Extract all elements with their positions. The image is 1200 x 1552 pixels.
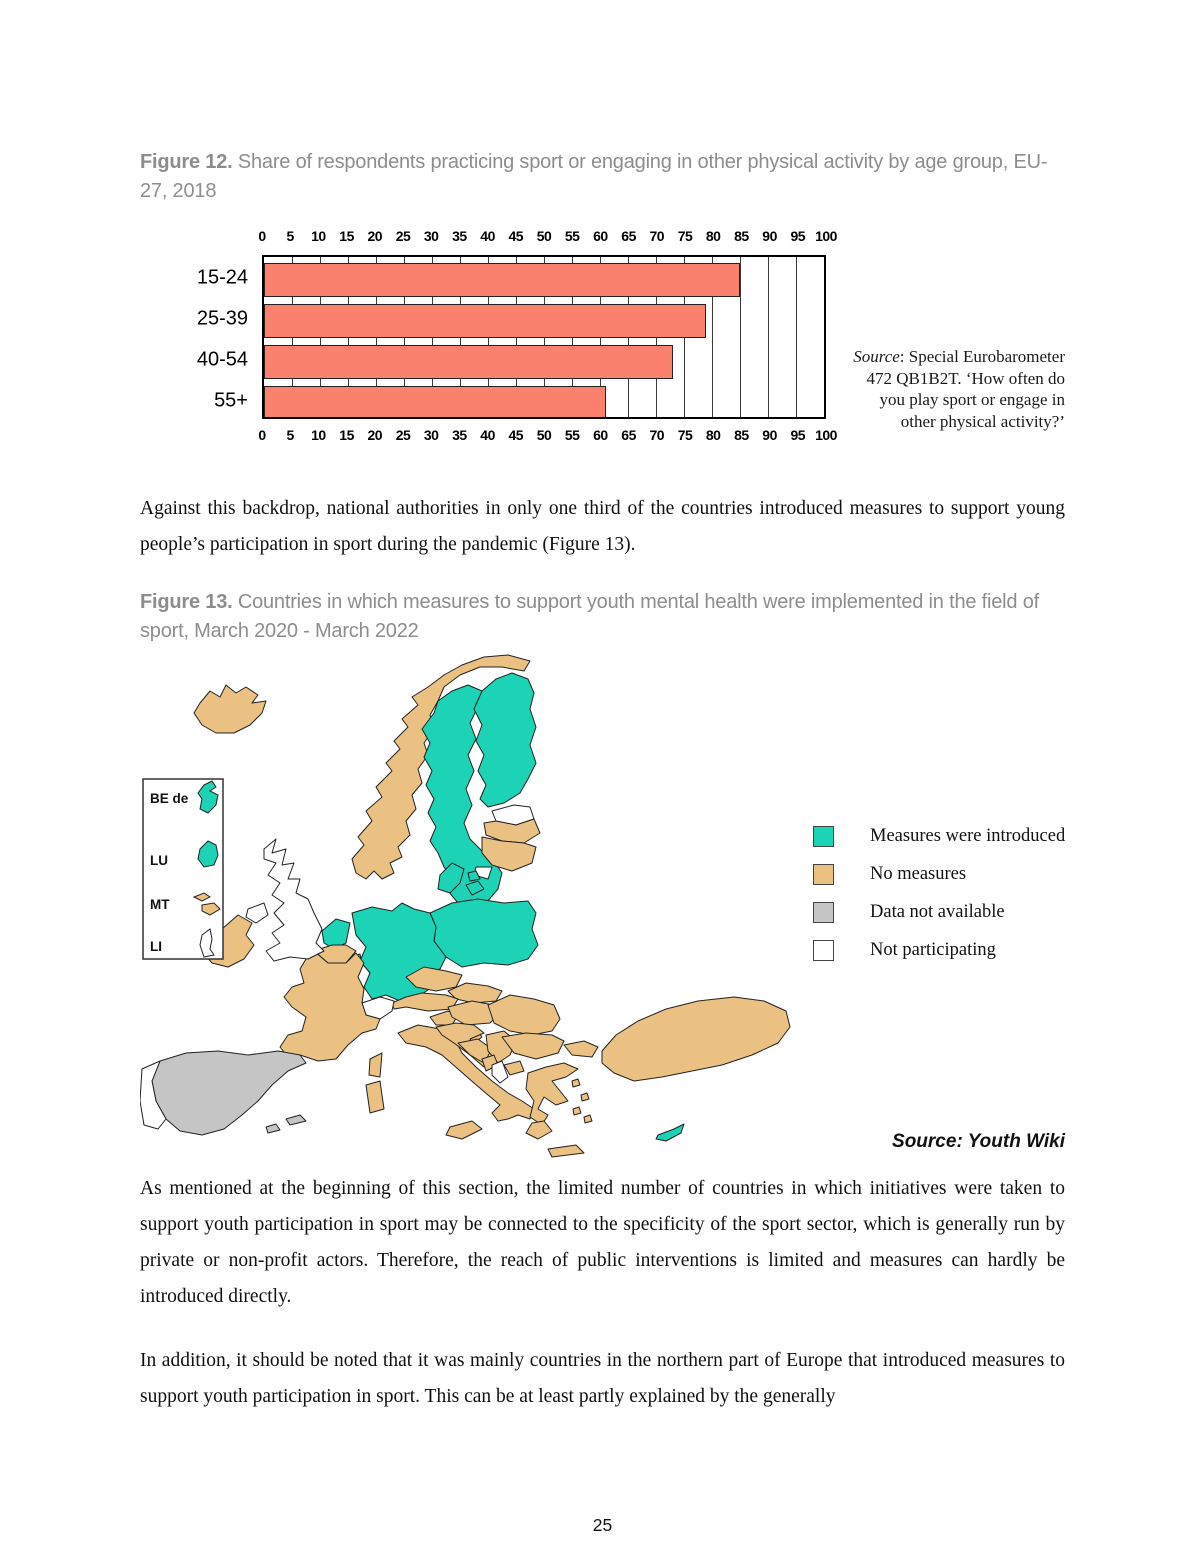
- x-tick-label: 5: [286, 228, 294, 244]
- map-northern-ireland: [246, 903, 268, 923]
- bar-55+: [264, 386, 606, 419]
- x-tick-label: 50: [536, 427, 552, 443]
- map-balearics-2: [266, 1124, 280, 1133]
- map-legend: [813, 826, 1065, 978]
- x-tick-label: 55: [564, 427, 580, 443]
- map-cyprus: [656, 1124, 684, 1141]
- map-inset-box: [143, 779, 223, 959]
- map-spain: [152, 1051, 306, 1135]
- inset-label-lu: LU: [150, 853, 168, 868]
- legend-swatch-introduced: [813, 826, 834, 847]
- x-tick-label: 75: [677, 228, 693, 244]
- x-tick-label: 55: [564, 228, 580, 244]
- figure12-caption: [140, 148, 1065, 206]
- figure13-source: Source: Youth Wiki: [892, 1131, 1065, 1152]
- x-tick-label: 95: [790, 427, 806, 443]
- legend-label-no-data: Data not available: [870, 902, 1005, 922]
- legend-row-no-data: [813, 902, 1065, 923]
- x-tick-label: 15: [339, 228, 354, 244]
- legend-swatch-no-measures: [813, 864, 834, 885]
- map-peloponnese: [526, 1121, 552, 1139]
- map-aegean-island: [572, 1079, 580, 1087]
- bar-40-54: [264, 345, 673, 379]
- map-romania: [488, 995, 560, 1035]
- figure12-caption-label: Figure 12.: [140, 151, 233, 173]
- x-tick-label: 20: [367, 427, 383, 443]
- x-tick-label: 85: [734, 427, 749, 443]
- legend-row-introduced: [813, 826, 1065, 847]
- figure13-caption: [140, 588, 1065, 646]
- x-tick-label: 65: [621, 427, 636, 443]
- x-tick-label: 15: [339, 427, 354, 443]
- bar-15-24: [264, 263, 740, 297]
- figure13-caption-text: Countries in which measures to support youth mental health were implemented in the field of sport, March 2020 - March 2022: [140, 591, 1039, 642]
- legend-row-no-measures: [813, 864, 1065, 885]
- x-tick-label: 10: [311, 427, 326, 443]
- map-aegean-island: [573, 1107, 581, 1115]
- x-tick-label: 90: [762, 228, 777, 244]
- map-finland: [474, 673, 536, 807]
- x-tick-label: 75: [677, 427, 693, 443]
- paragraph-2: As mentioned at the beginning of this section, the limited number of countries in which initiatives were taken to support youth participation in sport may be connected to the specificity of the sport sector, which is generally run by private or non-profit actors. Therefore, the reach of public interventions is limited and measures can hardly be introduced directly.: [140, 1178, 1065, 1307]
- inset-label-be-de: BE de: [150, 791, 189, 806]
- x-tick-label: 0: [258, 228, 266, 244]
- europe-map: [140, 651, 800, 1161]
- legend-swatch-no-data: [813, 902, 834, 923]
- x-tick-label: 80: [705, 228, 721, 244]
- legend-swatch-not-participating: [813, 940, 834, 961]
- x-tick-label: 40: [480, 427, 495, 443]
- map-aegean-island: [584, 1115, 592, 1123]
- paragraph-3: In addition, it should be noted that it was mainly countries in the northern part of Europe that introduced measures to support youth participation in sport. This can be at least partly explained by the generally: [140, 1350, 1065, 1407]
- page-number: 25: [592, 1515, 613, 1535]
- inset-label-li: LI: [150, 939, 162, 954]
- paragraph-1: Against this backdrop, national authorities in only one third of the countries introduced measures to support young people’s participation in sport during the pandemic (Figure 13).: [140, 498, 1065, 555]
- x-tick-label: 60: [593, 427, 608, 443]
- legend-row-not-participating: [813, 940, 1065, 961]
- map-united-kingdom: [264, 839, 324, 961]
- map-sardinia: [366, 1081, 384, 1113]
- x-tick-label: 95: [790, 228, 806, 244]
- map-north-macedonia: [504, 1061, 524, 1075]
- x-tick-label: 40: [480, 228, 495, 244]
- map-turkey: [602, 997, 790, 1081]
- x-tick-label: 35: [452, 228, 467, 244]
- x-tick-label: 50: [536, 228, 552, 244]
- x-tick-label: 35: [452, 427, 467, 443]
- x-tick-label: 10: [311, 228, 326, 244]
- x-tick-label: 25: [395, 427, 411, 443]
- figure12-source-rest: : Special Eurobarometer 472 QB1B2T. ‘How often do you play sport or engage in other physical activity?’: [866, 347, 1065, 431]
- x-tick-label: 80: [705, 427, 721, 443]
- category-label: 55+: [214, 389, 248, 412]
- map-turkey-thrace: [564, 1041, 598, 1057]
- x-axis-ticks-top: [258, 228, 837, 247]
- figure12-source: [850, 346, 1065, 432]
- x-tick-label: 30: [423, 427, 439, 443]
- category-label: 40-54: [196, 348, 248, 371]
- x-axis-ticks-bottom: [258, 427, 837, 446]
- legend-label-introduced: Measures were introduced: [870, 826, 1066, 846]
- x-tick-label: 65: [621, 228, 636, 244]
- x-tick-label: 85: [734, 228, 749, 244]
- legend-label-not-participating: Not participating: [870, 940, 996, 960]
- map-sicily: [446, 1121, 482, 1139]
- x-tick-label: 60: [593, 228, 608, 244]
- figure12-caption-text: Share of respondents practicing sport or engaging in other physical activity by age group, EU-27, 2018: [140, 151, 1048, 202]
- chart-plot-area: [262, 255, 826, 419]
- x-tick-label: 100: [815, 228, 837, 244]
- x-tick-label: 45: [508, 228, 524, 244]
- x-tick-label: 0: [258, 427, 266, 443]
- category-label: 25-39: [196, 307, 248, 330]
- bar-chart: [140, 228, 840, 446]
- map-corsica: [369, 1053, 382, 1077]
- x-tick-label: 20: [367, 228, 383, 244]
- category-label: 15-24: [196, 266, 248, 289]
- x-tick-label: 70: [649, 427, 665, 443]
- x-tick-label: 25: [395, 228, 411, 244]
- map-crete: [548, 1145, 584, 1157]
- figure12-source-word: Source: [853, 347, 900, 366]
- gridline: [796, 257, 797, 417]
- x-tick-label: 90: [762, 427, 777, 443]
- map-balearics: [286, 1115, 306, 1125]
- figure12-block: [140, 228, 1065, 461]
- legend-label-no-measures: No measures: [870, 864, 967, 884]
- x-tick-label: 5: [286, 427, 294, 443]
- map-aegean-island: [581, 1093, 589, 1101]
- map-bulgaria: [502, 1033, 564, 1059]
- figure13-map-section: [140, 651, 1065, 1161]
- x-tick-label: 100: [815, 427, 837, 443]
- map-iceland: [194, 685, 266, 733]
- inset-label-mt: MT: [150, 897, 170, 912]
- map-greece: [526, 1063, 578, 1125]
- x-tick-label: 70: [649, 228, 665, 244]
- gridline: [740, 257, 741, 417]
- figure13-caption-label: Figure 13.: [140, 591, 233, 613]
- bar-25-39: [264, 304, 706, 338]
- x-tick-label: 30: [423, 228, 439, 244]
- gridline: [768, 257, 769, 417]
- x-tick-label: 45: [508, 427, 524, 443]
